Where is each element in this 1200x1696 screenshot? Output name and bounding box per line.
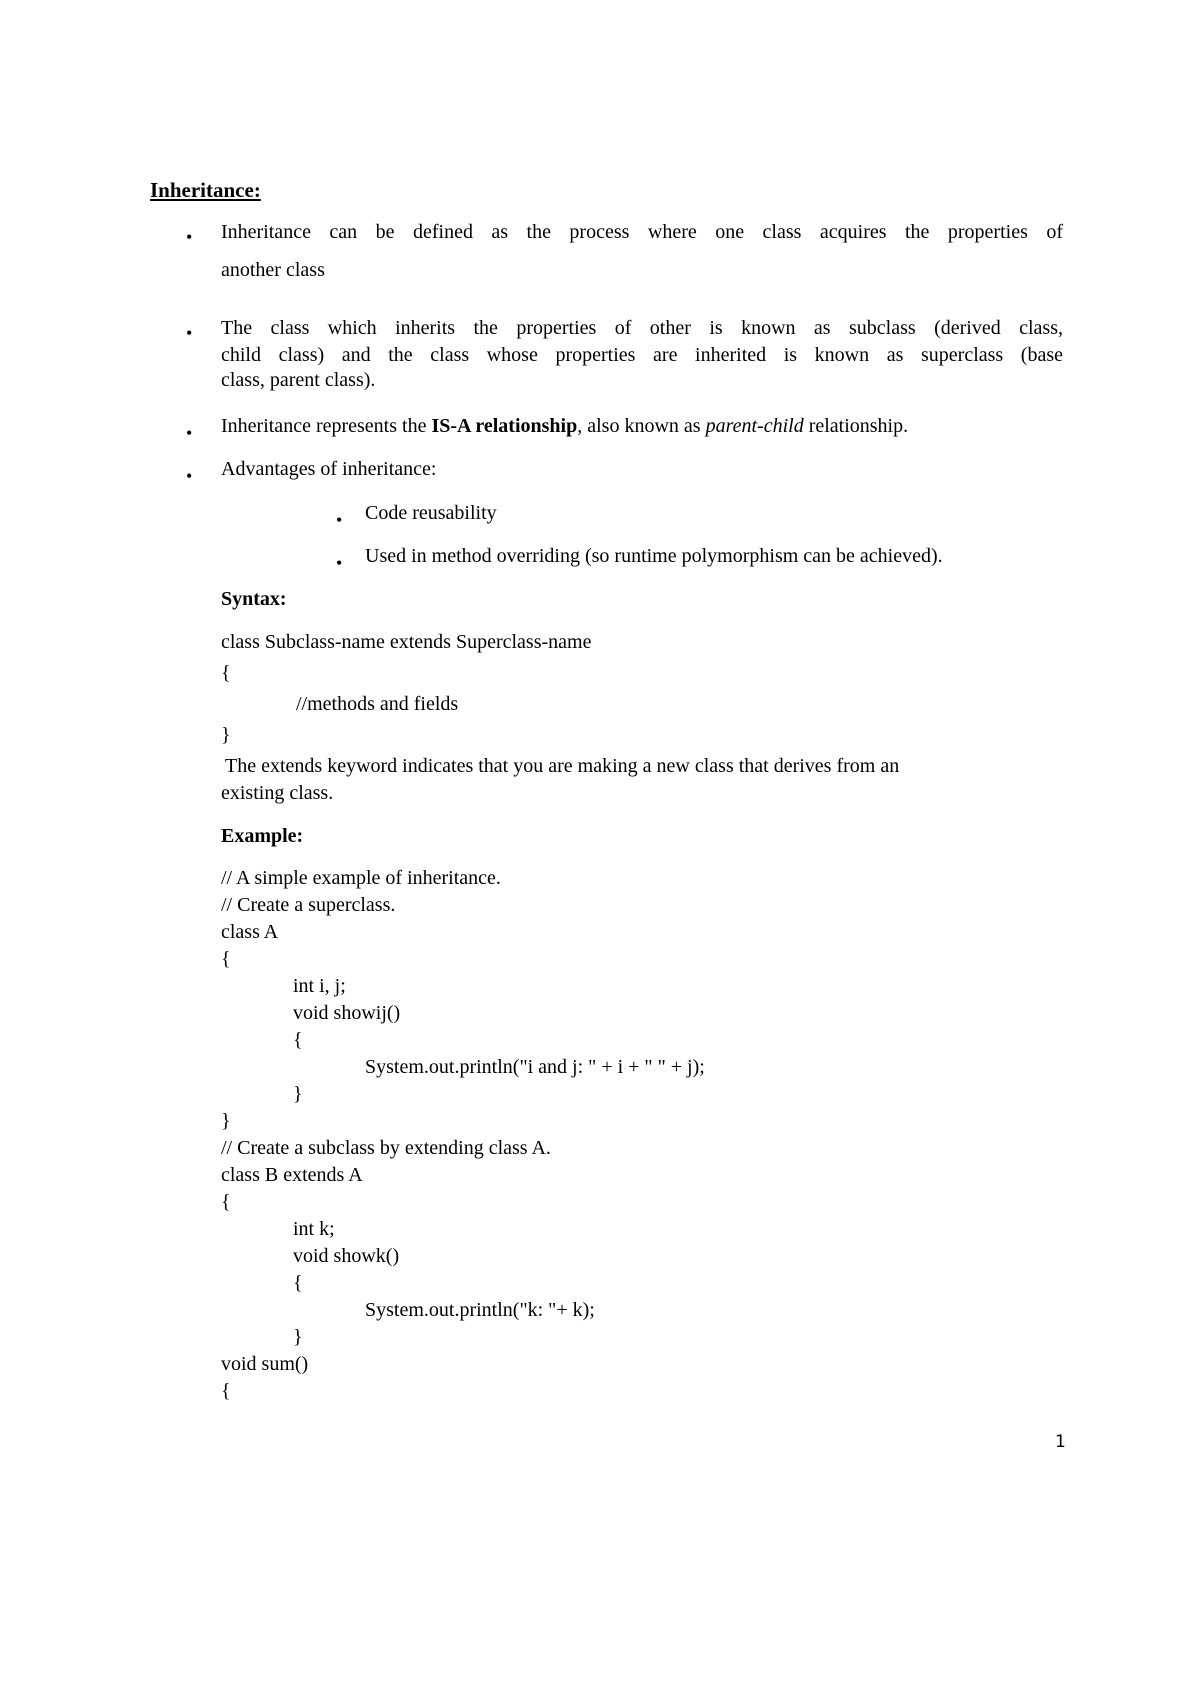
bullet-text-3-pre: Inheritance represents the (221, 415, 432, 437)
syntax-line: { (221, 662, 231, 684)
bullet-text-4: Advantages of inheritance: (221, 458, 437, 480)
page-title: Inheritance: (150, 178, 261, 202)
syntax-description: existing class. (221, 782, 334, 804)
bullet-text-3 (221, 415, 908, 438)
bullet-text-3-post: relationship. (803, 415, 909, 437)
code-line: } (293, 1326, 303, 1348)
syntax-line: //methods and fields (296, 693, 459, 715)
code-line: } (293, 1083, 303, 1105)
syntax-line: } (221, 724, 231, 746)
bullet-icon: • (186, 323, 193, 343)
bullet-icon: • (186, 227, 193, 247)
bullet-text-2-line-3: class, parent class). (221, 369, 376, 391)
page-number: 1 (1055, 1432, 1066, 1452)
code-line: void showk() (293, 1245, 400, 1267)
code-line: { (293, 1029, 303, 1051)
parent-child-italic: parent-child (705, 415, 804, 437)
is-a-relationship-bold: IS-A relationship (431, 415, 578, 437)
code-line: int k; (293, 1218, 335, 1240)
bullet-text-3-mid: , also known as (577, 415, 706, 437)
bullet-text-1-line-2: another class (221, 259, 325, 281)
advantage-item: Used in method overriding (so runtime polymorphism can be achieved). (365, 545, 943, 567)
code-line: void sum() (221, 1353, 309, 1375)
example-heading: Example: (221, 825, 304, 847)
code-line: int i, j; (293, 975, 346, 997)
code-line: class B extends A (221, 1164, 363, 1186)
code-line: System.out.println("i and j: " + i + " " + j); (365, 1056, 705, 1078)
code-line: System.out.println("k: "+ k); (365, 1299, 595, 1321)
advantage-item: Code reusability (365, 502, 497, 524)
code-line: { (293, 1272, 303, 1294)
syntax-heading: Syntax: (221, 588, 287, 610)
bullet-text-1-line-1: Inheritance can be defined as the process where one class acquires the properties of (221, 221, 1063, 243)
sub-bullet-icon: • (336, 510, 343, 530)
bullet-icon: • (186, 466, 193, 486)
code-line: } (221, 1110, 231, 1132)
code-line: { (221, 948, 231, 970)
code-line: class A (221, 921, 279, 943)
code-line: { (221, 1191, 231, 1213)
sub-bullet-icon: • (336, 553, 343, 573)
syntax-description: The extends keyword indicates that you are making a new class that derives from an (225, 755, 900, 777)
bullet-text-2-line-2: child class) and the class whose properties are inherited is known as superclass (base (221, 344, 1063, 366)
code-line: // Create a subclass by extending class A. (221, 1137, 551, 1159)
syntax-line: class Subclass-name extends Superclass-name (221, 631, 592, 653)
bullet-icon: • (186, 423, 193, 443)
code-line: // A simple example of inheritance. (221, 867, 501, 889)
code-line: { (221, 1380, 231, 1402)
bullet-text-2-line-1: The class which inherits the properties of other is known as subclass (derived class, (221, 317, 1063, 339)
code-line: // Create a superclass. (221, 894, 396, 916)
code-line: void showij() (293, 1002, 401, 1024)
